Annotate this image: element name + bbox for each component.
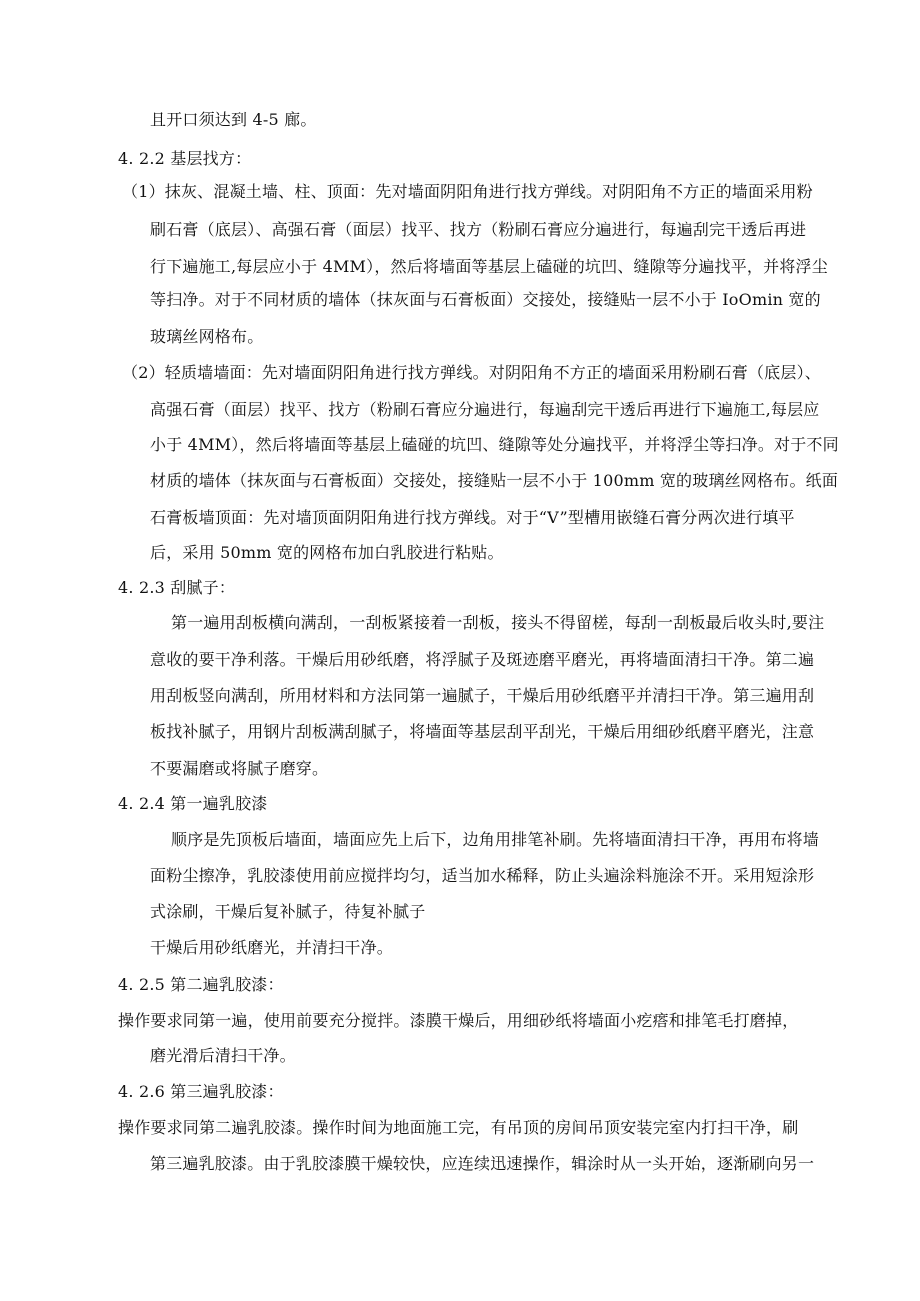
text-line: 意收的要干净利落。干燥后用砂纸磨，将浮腻子及斑迹磨平磨光，再将墙面清扫干净。第二遍 — [150, 650, 815, 669]
text-line: 顺序是先顶板后墙面，墙面应先上后下，边角用排笔补刷。先将墙面清扫干净，再用布将墙 — [171, 830, 820, 849]
text-line: 高强石膏（面层）找平、找方（粉刷石膏应分遍进行，每遍刮完干透后再进行下遍施工,每层应 — [150, 400, 820, 419]
text-line: 磨光滑后清扫干净。 — [150, 1046, 296, 1065]
text-line: 板找补腻子，用钢片刮板满刮腻子，将墙面等基层刮平刮光，干燥后用细砂纸磨平磨光，注意 — [150, 722, 815, 741]
text-line: 玻璃丝网格布。 — [150, 327, 264, 346]
text-line: 且开口须达到 4-5 廊。 — [150, 110, 317, 129]
text-line: 第一遍用刮板横向满刮，一刮板紧接着一刮板，接头不得留槎，每刮一刮板最后收头时,要注 — [171, 613, 825, 632]
text-line: 操作要求同第二遍乳胶漆。操作时间为地面施工完，有吊顶的房间吊顶安装完室内打扫干净，刷 — [118, 1118, 799, 1137]
section-heading: 4. 2.2 基层找方： — [118, 149, 252, 168]
text-line: 第三遍乳胶漆。由于乳胶漆膜干燥较快，应连续迅速操作，辑涂时从一头开始，逐渐刷向另一 — [150, 1154, 815, 1173]
section-heading: 4. 2.6 第三遍乳胶漆： — [118, 1082, 284, 1101]
text-line: （1）抹灰、混凝土墙、柱、顶面：先对墙面阴阳角进行找方弹线。对阴阳角不方正的墙面采用粉 — [122, 182, 813, 201]
text-line: 小于 4MM），然后将墙面等基层上磕碰的坑凹、缝隙等处分遍找平，并将浮尘等扫净。对于不同 — [150, 435, 839, 454]
text-line: （2）轻质墙墙面：先对墙面阴阳角进行找方弹线。对阴阳角不方正的墙面采用粉刷石膏（底层）、 — [122, 363, 821, 382]
text-line: 不要漏磨或将腻子磨穿。 — [150, 759, 329, 778]
section-heading: 4. 2.5 第二遍乳胶漆： — [118, 975, 284, 994]
text-line: 用刮板竖向满刮，所用材料和方法同第一遍腻子，干燥后用砂纸磨平并清扫干净。第三遍用刮 — [150, 686, 815, 705]
text-line: 石膏板墙顶面：先对墙顶面阴阳角进行找方弹线。对于“V”型槽用嵌缝石膏分两次进行填平 — [150, 508, 795, 527]
section-heading: 4. 2.3 刮腻子： — [118, 578, 236, 597]
text-line: 等扫净。对于不同材质的墙体（抹灰面与石膏板面）交接处，接缝贴一层不小于 IoOmin 宽的 — [150, 290, 821, 309]
text-line: 材质的墙体（抹灰面与石膏板面）交接处，接缝贴一层不小于 100mm 宽的玻璃丝网格布。纸面 — [150, 471, 839, 490]
text-line: 刷石膏（底层）、高强石膏（面层）找平、找方（粉刷石膏应分遍进行，每遍刮完干透后再进 — [150, 220, 807, 239]
text-line: 行下遍施工,每层应小于 4MM），然后将墙面等基层上磕碰的坑凹、缝隙等分遍找平，并将浮尘 — [150, 257, 828, 276]
text-line: 干燥后用砂纸磨光，并清扫干净。 — [150, 938, 394, 957]
text-line: 操作要求同第一遍，使用前要充分搅拌。漆膜干燥后，用细砂纸将墙面小疙瘩和排笔毛打磨掉， — [118, 1011, 799, 1030]
section-heading: 4. 2.4 第一遍乳胶漆 — [118, 794, 268, 813]
text-line: 后，采用 50mm 宽的网格布加白乳胶进行粘贴。 — [150, 543, 504, 562]
text-line: 面粉尘擦净，乳胶漆使用前应搅拌均匀，适当加水稀释，防止头遍涂料施涂不开。采用短涂形 — [150, 866, 815, 885]
text-line: 式涂刷，干燥后复补腻子，待复补腻子 — [150, 902, 426, 921]
